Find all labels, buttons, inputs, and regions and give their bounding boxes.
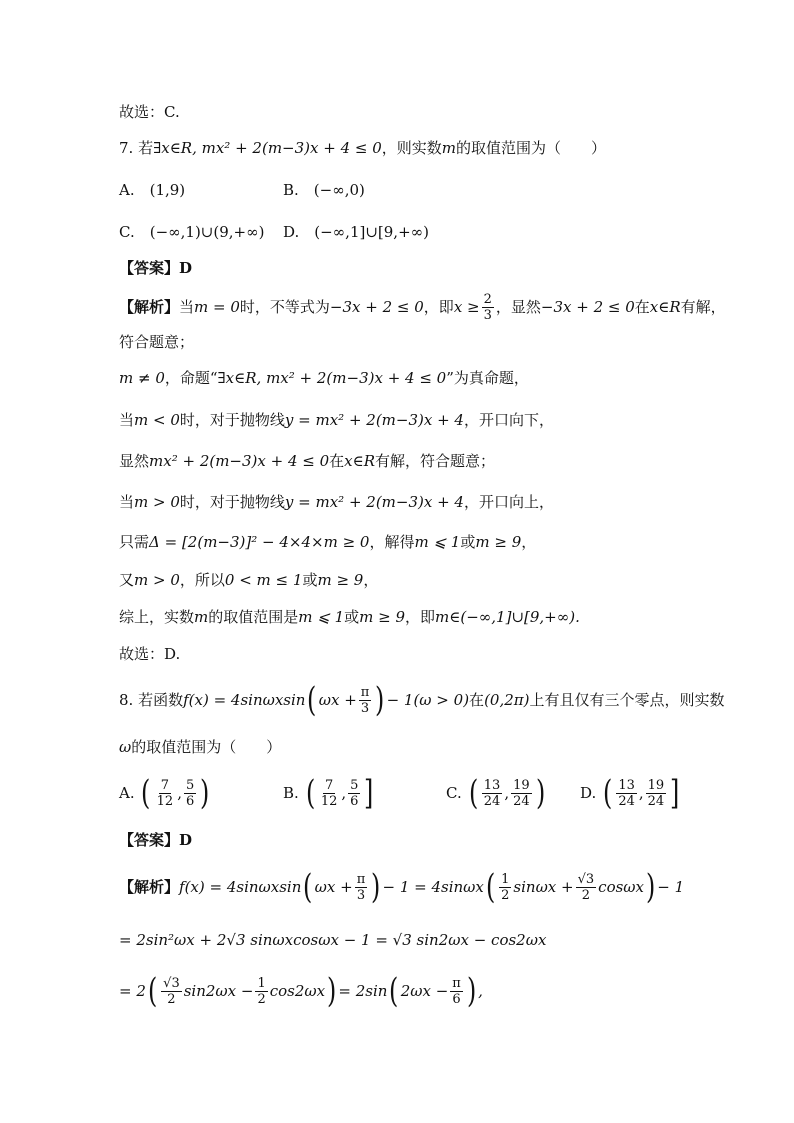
text: 有解，符合题意； [375,452,496,470]
option-text: B. (−∞,0) [283,181,365,199]
numerator: π [360,684,370,700]
text: 显然 [119,452,150,470]
math: = 2sin²ωx + 2√3 sinωxcosωx − 1 = √3 sin2ωx − cos2ωx [119,931,547,949]
math: − 1 = 4sinωx [382,878,484,896]
fraction [646,778,667,809]
numerator: 2 [483,291,492,307]
option-b [283,179,365,200]
option-a: A. ( $\frac{7}{12}$ , $\frac{5}{6}$ ) [119,773,210,813]
denominator: 2 [581,887,591,903]
math: m ⩽ 1 [414,533,461,551]
denominator: 2 [167,991,176,1007]
fraction [355,872,368,903]
text: ，即 [423,298,454,316]
option-c [119,221,264,242]
fraction [319,778,340,809]
text: 综上，实数 [119,608,195,626]
paren-close: ) [200,773,210,813]
numerator: π [452,975,461,991]
paren-open: ( [389,971,399,1011]
denominator: 24 [513,793,530,809]
option-b: B. ( $\frac{7}{12}$ , $\frac{5}{6}$ ] [283,773,374,813]
answer-label: 【答案】D [119,259,193,277]
text: 故选：D. [119,645,181,663]
math: ∃x∈R, mx² + 2(m−3)x + 4 ≤ 0 [217,369,447,387]
explanation-line-8 [119,569,754,591]
analysis-label: 【解析】 [119,298,180,316]
option-label: C. [446,784,462,802]
math: sinωx + [513,878,574,896]
math: m > 0 [134,493,180,511]
math: m ⩽ 1 [298,608,345,626]
option-d [283,221,429,242]
bracket-close: ] [364,773,374,813]
numerator: 1 [501,871,510,887]
fraction [576,872,597,903]
text: 在 [329,452,345,470]
fraction [482,292,494,323]
text: ，开口向下， [463,411,554,429]
paren-close: ) [535,773,545,813]
explanation-line-9 [119,606,754,628]
math-var: m [441,139,457,157]
math: y = mx² + 2(m−3)x + 4 [284,411,464,429]
text: 只需 [119,533,150,551]
math: ωx + [314,878,353,896]
numerator: 13 [483,777,501,793]
solution-line-3 [119,969,754,1013]
option-label: A. [119,784,135,802]
math: mx² + 2(m−3)x + 4 ≤ 0 [149,452,330,470]
option-a [119,179,185,200]
explanation-line-7 [119,531,754,553]
denominator: 3 [356,887,366,903]
math: m ≠ 0 [119,369,165,387]
paren-open: ( [303,867,313,907]
denominator: 6 [185,793,195,809]
answer-7 [119,257,754,279]
option-d: D. ( $\frac{13}{24}$ , $\frac{19}{24}$ ] [580,773,680,813]
text: 的取值范围为（ ） [131,738,282,756]
fraction [499,872,511,903]
denominator: 6 [350,793,359,809]
question-8 [119,680,754,720]
math: cosωx [598,878,644,896]
option-text: D. (−∞,1]∪[9,+∞) [283,223,429,241]
denominator: 3 [360,700,370,716]
text: 或 [302,571,318,589]
numerator: √3 [163,975,180,991]
text: 或 [460,533,476,551]
math: f(x) = 4sinωxsin [183,691,306,709]
text: 符合题意； [119,333,195,351]
math: −3x + 2 ≤ 0 [540,298,635,316]
paren-open: ( [468,773,478,813]
paren-close: ) [371,867,381,907]
fraction [348,778,360,809]
paren-open: ( [307,680,317,720]
text: 又 [119,571,135,589]
text: ，开口向上， [463,493,554,511]
paren-open: ( [141,773,151,813]
denominator: 24 [618,793,635,809]
numerator: π [356,871,366,887]
math: m ≥ 9 [317,571,364,589]
text: ，显然 [495,298,541,316]
fraction [359,685,372,716]
answer-label: 【答案】D [119,831,193,849]
text: 上有且仅有三个零点，则实数 [529,691,725,709]
option-label: B. [283,784,299,802]
math: cos2ωx [269,982,326,1000]
math: 2ωx − [400,982,449,1000]
fraction [482,778,503,809]
selection-line-c [119,101,754,123]
text: 时，对于抛物线 [179,493,285,511]
paren-close: ) [466,971,477,1011]
math-var: ω [119,738,132,756]
text: ”为真命题， [446,369,529,387]
math: −3x + 2 ≤ 0 [329,298,424,316]
math: sin2ωx − [183,982,254,1000]
fraction [450,976,463,1007]
fraction [511,778,532,809]
math: m∈(−∞,1]∪[9,+∞). [435,608,580,626]
math: (0,2π) [484,691,530,709]
paren-open: ( [603,773,613,813]
explanation-line-4 [119,409,754,431]
denominator: 24 [483,793,501,809]
explanation-line-3 [119,367,754,389]
explanation-line-1 [119,290,754,324]
text: ，则实数 [381,139,442,157]
solution-line-2 [119,929,754,951]
numerator: 19 [513,777,530,793]
paren-close: ) [327,971,337,1011]
numerator: √3 [577,871,595,887]
denominator: 2 [257,991,266,1007]
text: ， [363,571,379,589]
numerator: 13 [618,777,635,793]
math: m ≥ 9 [475,533,522,551]
denominator: 6 [452,991,461,1007]
math: x∈R [649,298,681,316]
math-expression: ∃x∈R, mx² + 2(m−3)x + 4 ≤ 0 [153,139,382,157]
fraction [155,778,176,809]
question-number: 7. 若 [119,139,154,157]
math: x∈R [344,452,376,470]
denominator: 24 [647,793,665,809]
text: ，命题“ [164,369,218,387]
fraction [616,778,637,809]
math: m < 0 [134,411,180,429]
question-8-line-2 [119,736,754,758]
text: 的取值范围为（ ） [456,139,607,157]
math: m > 0 [134,571,180,589]
text: 当 [119,411,135,429]
text: 故选：C. [119,103,180,121]
math: − 1 [657,878,685,896]
fraction [184,778,196,809]
text: ， [521,533,537,551]
numerator: 5 [350,777,359,793]
solution-line-1 [119,865,754,909]
text: 时，不等式为 [239,298,330,316]
math: ωx + [318,691,357,709]
denominator: 3 [483,307,492,323]
text: ，即 [405,608,436,626]
answer-8 [119,829,754,851]
paren-open: ( [485,867,496,907]
question-number: 8. 若函数 [119,691,184,709]
text: ，解得 [369,533,415,551]
text: 当 [179,298,195,316]
text: 在 [469,691,485,709]
denominator: 2 [501,887,510,903]
math: m = 0 [194,298,240,316]
math: f(x) = 4sinωxsin [179,878,302,896]
explanation-line-6 [119,491,754,513]
option-label: D. [580,784,597,802]
text: 在 [634,298,650,316]
denominator: 12 [320,793,338,809]
numerator: 1 [257,975,266,991]
fraction [255,976,267,1007]
math: x ≥ [453,298,480,316]
paren-open: ( [147,971,158,1011]
math: = 2 [119,982,146,1000]
paren-open: ( [305,773,315,813]
paren-close: ) [645,867,656,907]
text: 的取值范围是 [208,608,299,626]
math: m ≥ 9 [359,608,406,626]
math: , [478,982,483,1000]
numerator: 7 [324,777,334,793]
text: 有解， [680,298,726,316]
bracket-close: ] [670,773,680,813]
paren-close: ) [375,680,385,720]
math: y = mx² + 2(m−3)x + 4 [284,493,464,511]
option-c: C. ( $\frac{13}{24}$ , $\frac{19}{24}$ ) [446,773,545,813]
selection-line-d [119,643,754,665]
math: − 1(ω > 0) [386,691,470,709]
math: 0 < m ≤ 1 [224,571,303,589]
question-7 [119,137,754,159]
text: 时，对于抛物线 [179,411,285,429]
numerator: 7 [160,777,170,793]
explanation-line-2 [119,331,754,353]
text: 当 [119,493,135,511]
explanation-line-5 [119,450,754,472]
option-text: A. (1,9) [119,181,186,199]
math: Δ = [2(m−3)]² − 4×4×m ≥ 0 [149,533,370,551]
option-text: C. (−∞,1)∪(9,+∞) [119,223,265,241]
math: = 2sin [338,982,388,1000]
math: m [194,608,209,626]
analysis-label: 【解析】 [119,878,180,896]
text: 或 [344,608,360,626]
numerator: 5 [185,777,195,793]
fraction [161,976,182,1007]
text: ，所以 [179,571,225,589]
denominator: 12 [156,793,174,809]
numerator: 19 [647,777,665,793]
